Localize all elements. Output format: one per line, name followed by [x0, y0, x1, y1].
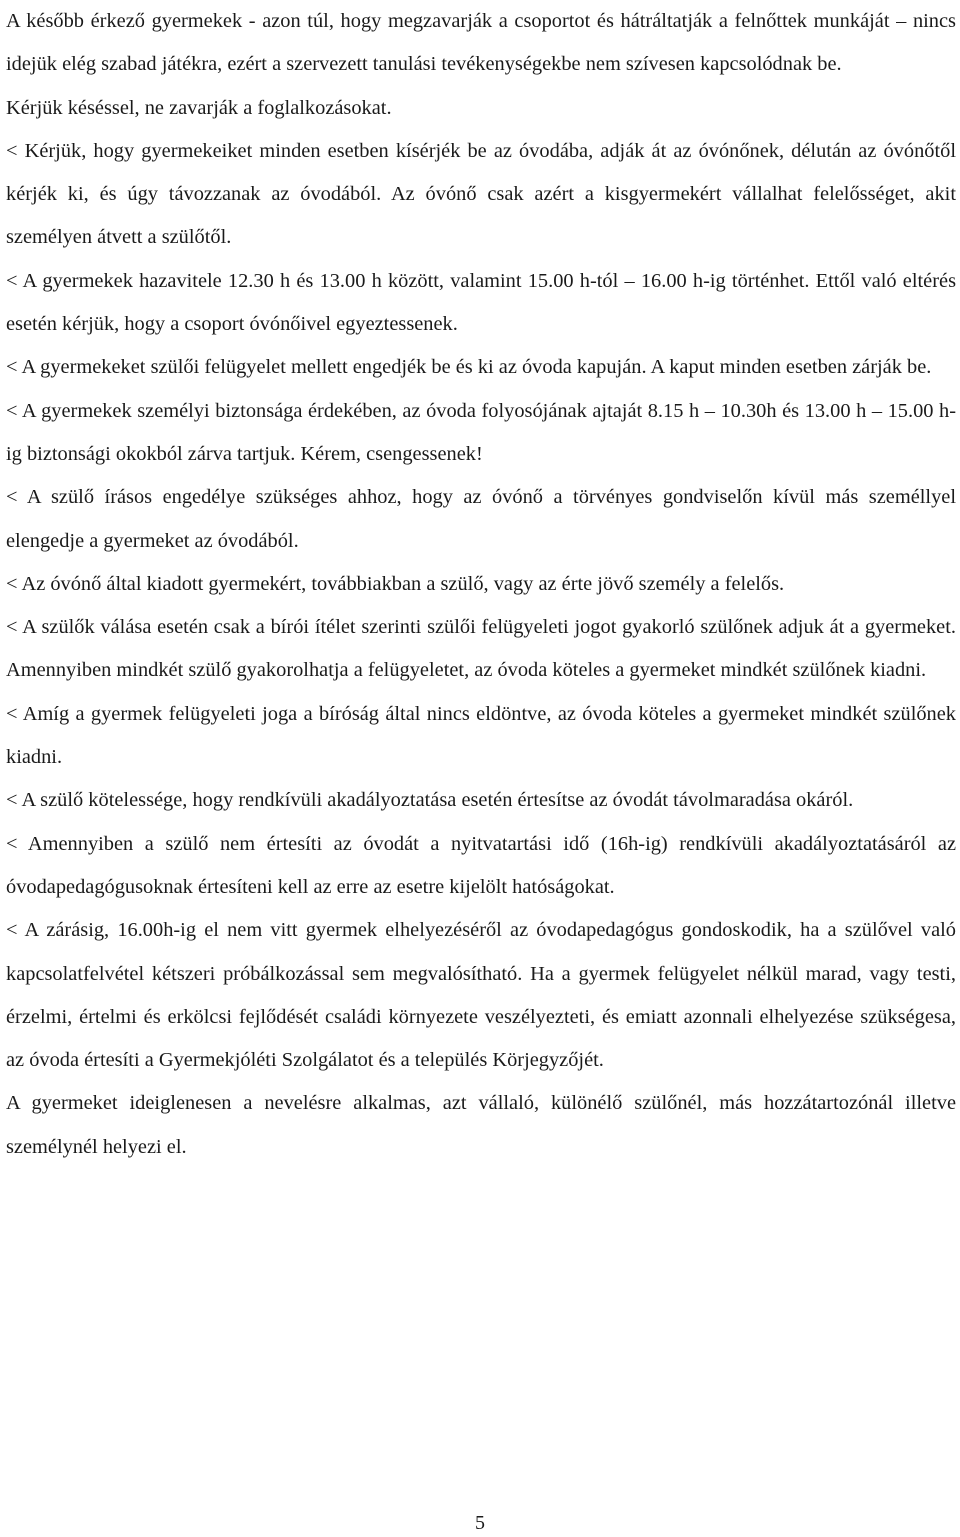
paragraph-gate-rule: < A gyermekeket szülői felügyelet mellett engedjék be és ki az óvoda kapuján. A kaput minden esetben zárják be. [6, 356, 932, 379]
paragraph-no-disturb: Kérjük késéssel, ne zavarják a foglalkozásokat. [6, 96, 392, 119]
paragraph-temporary-placement: A gyermeket ideiglenesen a nevelésre alkalmas, azt vállaló, különélő szülőnél, más hozzátartozónál illetve személynél helyezi el. [6, 1092, 956, 1158]
paragraph-absence-notice: < A szülő kötelessége, hogy rendkívüli akadályoztatása esetén értesítse az óvodát távolmaradása okáról. [6, 789, 854, 812]
paragraph-closing-time: < A zárásig, 16.00h-ig el nem vitt gyermek elhelyezéséről az óvodapedagógus gondoskodik, ha a szülővel való kapcsolatfelvétel kétszeri próbálkozással sem megvalósítható. Ha a gyermek felügyelet nélkül marad, vagy testi, érzelmi, értelmi és erkölcsi fejlődését családi környezete veszélyezteti, és emiatt azonnali elhelyezése szükségesa, az óvoda értesíti a Gyermekjóléti Szolgálatot és a település Körjegyzőjét. [6, 919, 956, 1072]
paragraph-responsibility: < Az óvónő által kiadott gyermekért, továbbiakban a szülő, vagy az érte jövő személy a felelős. [6, 572, 785, 595]
paragraph-written-permission: < A szülő írásos engedélye szükséges ahhoz, hogy az óvónő a törvényes gondviselőn kívül más személlyel elengedje a gyermeket az óvodából. [6, 486, 956, 552]
paragraph-custody-pending: < Amíg a gyermek felügyeleti joga a bíróság által nincs eldöntve, az óvoda köteles a gyermeket mindkét szülőnek kiadni. [6, 702, 956, 769]
paragraph-divorce: < A szülők válása esetén csak a bírói ítélet szerinti szülői felügyeleti jogot gyakorló szülőnek adjuk át a gyermeket. Amennyiben mindkét szülő gyakorolhatja a felügyeletet, az óvoda köteles a gyermeket mindkét szülőnek kiadni. [6, 616, 956, 682]
paragraph-authorities: < Amennyiben a szülő nem értesíti az óvodát a nyitvatartási idő (16h-ig) rendkívüli akadályoztatásáról az óvodapedagógusoknak értesíteni kell az erre az esetre kijelölt hatóságokat. [6, 832, 956, 898]
paragraph-pickup-times: < A gyermekek hazavitele 12.30 h és 13.00 h között, valamint 15.00 h-tól – 16.00 h-ig történhet. Ettől való eltérés esetén kérjük, hogy a csoport óvónőivel egyeztessenek. [6, 269, 956, 336]
paragraph-escort-children: < Kérjük, hogy gyermekeiket minden esetben kísérjék be az óvodába, adják át az óvónőnek, délután az óvónőtől kérjék ki, és úgy távozzanak az óvodából. Az óvónő csak azért a kisgyermekért vállalhat felelősséget, akit személyen átvett a szülőtől. [6, 139, 956, 249]
page-number: 5 [475, 1512, 485, 1534]
paragraph-late-children: A később érkező gyermekek - azon túl, hogy megzavarják a csoportot és hátráltatják a felnőttek munkáját – nincs idejük elég szabad játékra, ezért a szervezett tanulási tevékenységekbe nem szívesen kapcsolódnak be. [6, 10, 956, 76]
paragraph-door-locked: < A gyermekek személyi biztonsága érdekében, az óvoda folyosójának ajtaját 8.15 h – 10.30h és 13.00 h – 15.00 h-ig biztonsági okokból zárva tartjuk. Kérem, csengessenek! [6, 399, 956, 465]
document-page [6, 0, 956, 1169]
